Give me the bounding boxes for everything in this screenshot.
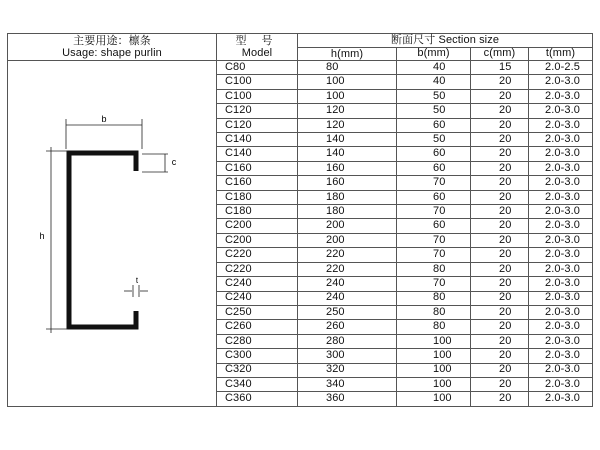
diagram-cell: [8, 61, 217, 407]
cell-model: C120: [217, 104, 298, 118]
cell-c: 20: [471, 262, 529, 276]
cell-t: 2.0-3.0: [529, 161, 593, 175]
header-row-top: [8, 34, 593, 48]
cell-c: 20: [471, 291, 529, 305]
cell-t: 2.0-3.0: [529, 262, 593, 276]
cell-t: 2.0-3.0: [529, 104, 593, 118]
cell-c: 20: [471, 176, 529, 190]
column-header-b: b(mm): [397, 48, 471, 61]
spec-sheet: [7, 33, 592, 407]
cell-h: 280: [298, 334, 397, 348]
cell-b: 80: [397, 291, 471, 305]
cell-model: C240: [217, 277, 298, 291]
cell-h: 200: [298, 219, 397, 233]
cell-t: 2.0-3.0: [529, 334, 593, 348]
cell-b: 50: [397, 133, 471, 147]
cell-t: 2.0-3.0: [529, 377, 593, 391]
cell-model: C280: [217, 334, 298, 348]
cell-model: C240: [217, 291, 298, 305]
cell-h: 160: [298, 176, 397, 190]
cell-b: 100: [397, 349, 471, 363]
table-row: [8, 61, 593, 75]
cell-c: 20: [471, 334, 529, 348]
model-header: [217, 34, 298, 61]
cell-model: C160: [217, 161, 298, 175]
cell-t: 2.0-3.0: [529, 118, 593, 132]
cell-h: 100: [298, 89, 397, 103]
cell-c: 15: [471, 61, 529, 75]
cell-model: C220: [217, 248, 298, 262]
cell-b: 50: [397, 89, 471, 103]
cell-c: 20: [471, 104, 529, 118]
cell-model: C260: [217, 320, 298, 334]
cell-t: 2.0-3.0: [529, 89, 593, 103]
cell-t: 2.0-3.0: [529, 392, 593, 407]
cell-model: C360: [217, 392, 298, 407]
cell-model: C140: [217, 133, 298, 147]
cell-b: 70: [397, 205, 471, 219]
cell-c: 20: [471, 320, 529, 334]
cell-c: 20: [471, 305, 529, 319]
c-profile-outline: [69, 153, 136, 327]
cell-b: 100: [397, 363, 471, 377]
cell-c: 20: [471, 248, 529, 262]
usage-header: [8, 34, 217, 61]
cell-b: 100: [397, 392, 471, 407]
c-purlin-diagram: [8, 61, 217, 406]
cell-h: 320: [298, 363, 397, 377]
cell-c: 20: [471, 190, 529, 204]
cell-c: 20: [471, 277, 529, 291]
cell-t: 2.0-2.5: [529, 61, 593, 75]
cell-b: 50: [397, 104, 471, 118]
cell-h: 120: [298, 118, 397, 132]
cell-t: 2.0-3.0: [529, 176, 593, 190]
cell-c: 20: [471, 205, 529, 219]
label-b: b: [101, 114, 107, 124]
cell-h: 240: [298, 277, 397, 291]
cell-t: 2.0-3.0: [529, 248, 593, 262]
cell-h: 160: [298, 161, 397, 175]
cell-b: 40: [397, 61, 471, 75]
cell-h: 300: [298, 349, 397, 363]
cell-t: 2.0-3.0: [529, 219, 593, 233]
cell-b: 60: [397, 161, 471, 175]
cell-h: 360: [298, 392, 397, 407]
cell-b: 60: [397, 219, 471, 233]
cell-t: 2.0-3.0: [529, 190, 593, 204]
cell-t: 2.0-3.0: [529, 363, 593, 377]
cell-c: 20: [471, 219, 529, 233]
section-size-table: [7, 33, 593, 407]
cell-b: 60: [397, 190, 471, 204]
label-c: c: [171, 157, 177, 167]
cell-c: 20: [471, 89, 529, 103]
cell-model: C160: [217, 176, 298, 190]
cell-model: C250: [217, 305, 298, 319]
cell-h: 260: [298, 320, 397, 334]
cell-model: C120: [217, 118, 298, 132]
cell-t: 2.0-3.0: [529, 320, 593, 334]
usage-en: Usage: shape purlin: [62, 47, 162, 59]
cell-b: 70: [397, 248, 471, 262]
cell-t: 2.0-3.0: [529, 291, 593, 305]
cell-h: 120: [298, 104, 397, 118]
cell-c: 20: [471, 349, 529, 363]
cell-h: 200: [298, 233, 397, 247]
cell-t: 2.0-3.0: [529, 147, 593, 161]
cell-b: 70: [397, 233, 471, 247]
cell-model: C100: [217, 75, 298, 89]
cell-c: 20: [471, 118, 529, 132]
cell-c: 20: [471, 233, 529, 247]
cell-b: 70: [397, 277, 471, 291]
column-header-t: t(mm): [529, 48, 593, 61]
cell-model: C300: [217, 349, 298, 363]
cell-h: 220: [298, 248, 397, 262]
cell-b: 80: [397, 305, 471, 319]
cell-model: C200: [217, 219, 298, 233]
cell-b: 100: [397, 377, 471, 391]
cell-h: 240: [298, 291, 397, 305]
cell-b: 40: [397, 75, 471, 89]
cell-c: 20: [471, 75, 529, 89]
cell-b: 60: [397, 118, 471, 132]
cell-model: C180: [217, 205, 298, 219]
model-en: Model: [241, 47, 273, 59]
cell-h: 220: [298, 262, 397, 276]
table-body: [8, 61, 593, 407]
cell-model: C200: [217, 233, 298, 247]
cell-model: C320: [217, 363, 298, 377]
cell-t: 2.0-3.0: [529, 205, 593, 219]
cell-model: C220: [217, 262, 298, 276]
cell-t: 2.0-3.0: [529, 233, 593, 247]
cell-model: C180: [217, 190, 298, 204]
label-h: h: [39, 231, 45, 241]
cell-c: 20: [471, 363, 529, 377]
cell-c: 20: [471, 392, 529, 407]
cell-t: 2.0-3.0: [529, 305, 593, 319]
cell-h: 100: [298, 75, 397, 89]
cell-b: 80: [397, 262, 471, 276]
cell-model: C340: [217, 377, 298, 391]
cell-h: 140: [298, 147, 397, 161]
cell-c: 20: [471, 377, 529, 391]
cell-h: 140: [298, 133, 397, 147]
cell-b: 60: [397, 147, 471, 161]
cell-h: 250: [298, 305, 397, 319]
column-header-c: c(mm): [471, 48, 529, 61]
cell-h: 80: [298, 61, 397, 75]
cell-c: 20: [471, 133, 529, 147]
model-cn: 型 号: [235, 35, 279, 47]
column-header-h: h(mm): [298, 48, 397, 61]
cell-b: 80: [397, 320, 471, 334]
cell-t: 2.0-3.0: [529, 349, 593, 363]
cell-c: 20: [471, 147, 529, 161]
cell-h: 340: [298, 377, 397, 391]
cell-h: 180: [298, 205, 397, 219]
cell-model: C80: [217, 61, 298, 75]
cell-b: 100: [397, 334, 471, 348]
section-size-header: 断面尺寸 Section size: [298, 34, 593, 48]
cell-model: C140: [217, 147, 298, 161]
cell-c: 20: [471, 161, 529, 175]
cell-t: 2.0-3.0: [529, 75, 593, 89]
cell-t: 2.0-3.0: [529, 277, 593, 291]
label-t: t: [135, 276, 139, 285]
usage-cn: 主要用途：檩条: [73, 35, 151, 47]
c-section-drawing: [8, 61, 217, 406]
cell-t: 2.0-3.0: [529, 133, 593, 147]
cell-b: 70: [397, 176, 471, 190]
cell-model: C100: [217, 89, 298, 103]
cell-h: 180: [298, 190, 397, 204]
